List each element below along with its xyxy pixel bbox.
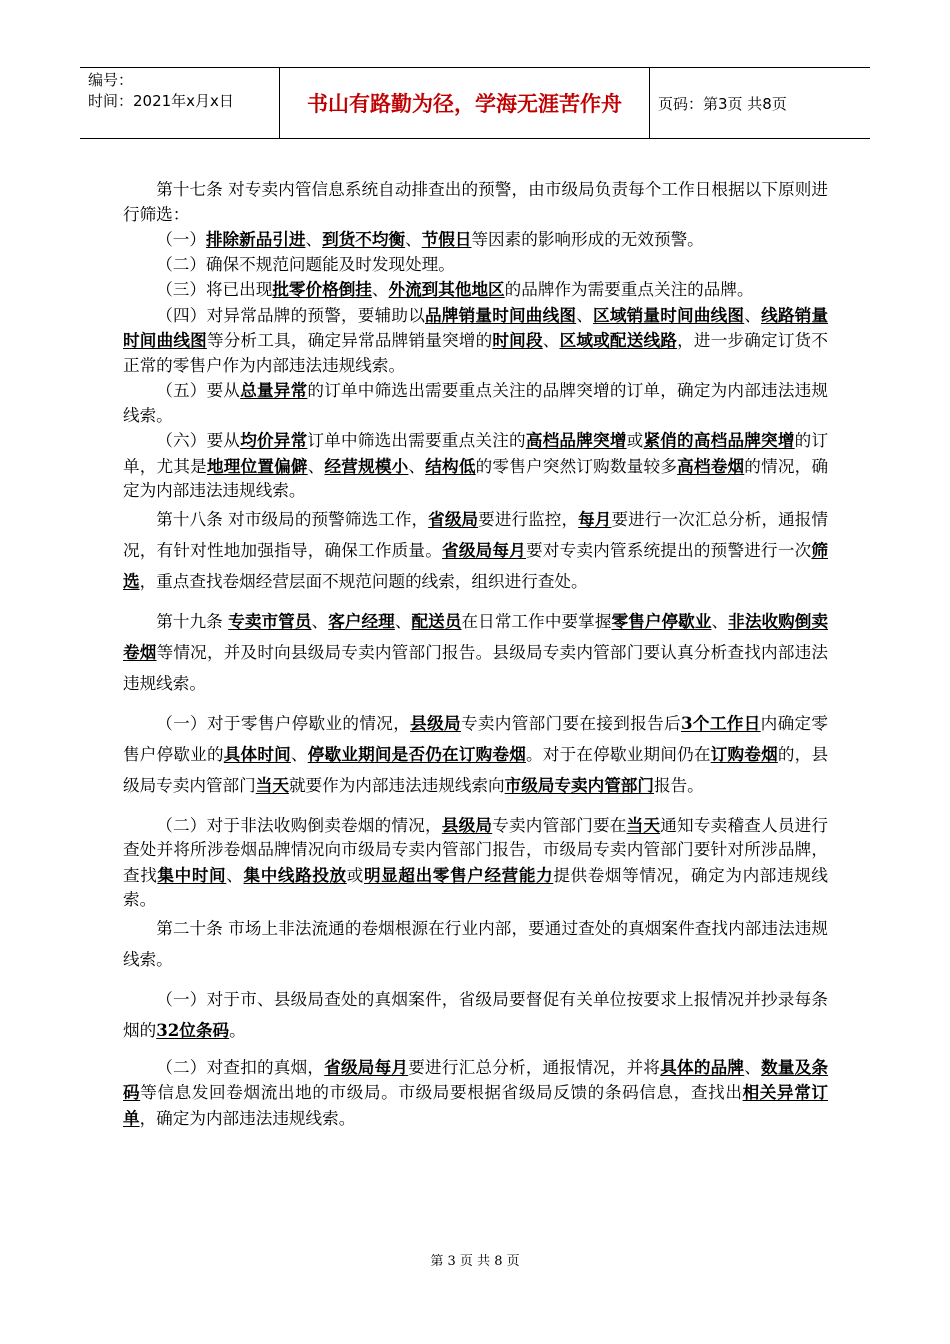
emphasized-term: 结构低 [425, 455, 476, 476]
text-run: （四）对异常品牌的预警，要辅助以 [156, 305, 425, 325]
text-run: （一）对于零售户停歇业的情况， [156, 713, 411, 733]
text-run: 的品牌作为需要重点关注的品牌。 [504, 280, 754, 299]
text-run: 的情况，确定为内部违法违规线索。 [123, 456, 829, 500]
emphasized-term: 到货不均衡 [322, 229, 406, 249]
paragraph-art17-2 [123, 253, 828, 278]
emphasized-term: 高档卷烟 [677, 455, 745, 476]
text-run: 在日常工作中要掌握 [461, 611, 612, 631]
paragraph-art17-3 [123, 277, 828, 303]
emphasized-term: 省级局每月 [442, 539, 526, 560]
text-run: 要对专卖内管系统提出的预警进行一次 [525, 540, 812, 560]
text-run: 、 [408, 456, 426, 476]
emphasized-term: 线路销量时间曲线图 [123, 304, 829, 350]
text-run: 要进行一次汇总分析，通报情况，有针对性地加强指导，确保工作质量。 [123, 509, 829, 560]
paragraph-art17-6 [123, 428, 828, 504]
emphasized-term: 具体的品牌 [660, 1056, 745, 1077]
text-run: 要进行监控， [478, 509, 579, 529]
text-run: 第二十条 市场上非法流通的卷烟根源在行业内部，要通过查处的真烟案件查找内部违法违规线索。 [123, 918, 828, 969]
text-run: 、 [405, 230, 422, 249]
emphasized-term: 排除新品引进 [205, 229, 306, 249]
text-run: 第十七条 对专卖内管信息系统自动排查出的预警，由市级局负责每个工作日根据以下原则进行筛选： [123, 180, 828, 224]
emphasized-term: 集中时间 [157, 864, 227, 885]
emphasized-term: 经营规模小 [324, 455, 409, 476]
text-run: 通知专卖稽查人员进行查处并将所涉卷烟品牌情况向市级局专卖内管部门报告，市级局专卖内管部门要针对所涉品牌，查找 [123, 815, 829, 885]
text-run: 等情况，并及时向县级局专卖内管部门报告。县级局专卖内管部门要认真分析查找内部违法违规线索。 [123, 642, 829, 693]
paragraph-art20-2 [123, 1055, 828, 1132]
text-run: 专卖内管部门要在 [492, 815, 627, 835]
emphasized-term: 32位条码 [156, 1019, 230, 1040]
page-header [80, 67, 870, 139]
text-run: 、 [711, 611, 729, 631]
emphasized-term: 明显超出零售户经营能力 [363, 864, 554, 885]
text-run: （五）要从 [156, 381, 241, 400]
text-run: 、 [290, 744, 308, 764]
header-meta [80, 68, 280, 138]
text-run: 专卖内管部门要在接到报告后 [460, 713, 682, 733]
text-run: 内确定零售户停歇业的 [123, 713, 829, 764]
text-run: ，进一步确定订货不正常的零售户作为内部违法违规线索。 [123, 331, 829, 375]
text-run: 的零售户突然订购数量较多 [475, 456, 678, 476]
emphasized-term: 批零价格倒挂 [272, 279, 372, 299]
header-page-label: 页码：第3页 共8页 [658, 94, 787, 113]
paragraph-art19-1 [123, 708, 828, 801]
emphasized-term: 省级局每月 [324, 1056, 409, 1077]
emphasized-term: 市级局专卖内管部门 [504, 774, 654, 795]
text-run: （二）对于非法收购倒卖卷烟的情况， [156, 815, 442, 835]
text-run: 、 [542, 331, 560, 350]
paragraph-art17-5 [123, 378, 828, 428]
text-run: 、 [307, 456, 325, 476]
emphasized-term: 省级局 [428, 508, 479, 529]
emphasized-term: 筛选 [123, 539, 829, 591]
text-run: 等因素的影响形成的无效预警。 [471, 230, 704, 249]
header-motto: 书山有路勤为径，学海无涯苦作舟 [280, 68, 650, 138]
emphasized-term: 具体时间 [223, 743, 291, 764]
paragraph-art20 [123, 913, 828, 975]
emphasized-term: 地理位置偏僻 [206, 455, 308, 476]
text-run: 等分析工具，确定异常品牌销量突增的 [206, 331, 493, 350]
text-run: 、 [226, 865, 244, 885]
emphasized-term: 均价异常 [240, 430, 308, 450]
paragraph-art17-4 [123, 303, 828, 379]
emphasized-term: 集中线路投放 [243, 864, 347, 885]
text-run: （二）确保不规范问题能及时发现处理。 [156, 254, 455, 274]
emphasized-term: 每月 [578, 508, 612, 529]
emphasized-term: 非法收购倒卖卷烟 [123, 610, 829, 662]
emphasized-term: 县级局 [441, 814, 493, 835]
text-run: 等信息发回卷烟流出地的市级局。市级局要根据省级局反馈的条码信息，查找出 [140, 1083, 743, 1102]
emphasized-term: 数量及条码 [123, 1056, 829, 1102]
text-run: （一） [156, 230, 206, 249]
text-run: 。对于在停歇业期间仍在 [526, 744, 711, 764]
text-run: 订单中筛选出需要重点关注的 [307, 431, 526, 450]
text-run: 、 [305, 230, 323, 249]
paragraph-art19-2 [123, 813, 828, 913]
emphasized-term: 县级局 [410, 712, 461, 733]
paragraph-art17-1 [123, 227, 828, 253]
emphasized-term: 时间段 [492, 330, 543, 350]
paragraph-art20-1 [123, 984, 828, 1046]
text-run: （一）对于市、县级局查处的真烟案件，省级局要督促有关单位按要求上报情况并抄录每条烟的 [123, 989, 828, 1040]
text-run: （二）对查扣的真烟， [156, 1057, 325, 1077]
text-run: 要进行汇总分析，通报情况，并将 [408, 1057, 661, 1077]
text-run: 。 [229, 1020, 246, 1040]
emphasized-term: 节假日 [421, 229, 472, 249]
emphasized-term: 区域或配送线路 [559, 330, 678, 350]
document-body [123, 178, 828, 1131]
text-run: 、 [744, 305, 762, 325]
emphasized-term: 外流到其他地区 [388, 279, 505, 299]
emphasized-term: 3个工作日 [681, 712, 761, 733]
text-run: 或 [626, 431, 644, 450]
text-run: 第十九条 [156, 611, 229, 631]
paragraph-art19 [123, 606, 828, 699]
emphasized-term: 配送员 [411, 610, 462, 631]
emphasized-term: 当天 [255, 774, 289, 795]
text-run: （三）将已出现 [156, 280, 273, 299]
text-run: 第十八条 对市级局的预警筛选工作， [156, 509, 429, 529]
page-footer: 第 3 页 共 8 页 [430, 1254, 520, 1269]
emphasized-term: 品牌销量时间曲线图 [425, 304, 577, 325]
emphasized-term: 零售户停歇业 [611, 610, 712, 631]
text-run: 、 [576, 305, 594, 325]
text-run: 的订单，尤其是 [123, 431, 829, 476]
emphasized-term: 专卖市管员 [228, 610, 312, 631]
text-run: 报告。 [654, 775, 704, 795]
text-run: 、 [744, 1057, 762, 1077]
emphasized-term: 客户经理 [328, 610, 395, 631]
text-run: 的订单中筛选出需要重点关注的品牌突增的订单，确定为内部违法违规线索。 [123, 381, 829, 425]
emphasized-term: 相关异常订单 [123, 1082, 829, 1128]
text-run: ，重点查找卷烟经营层面不规范问题的线索，组织进行查处。 [139, 571, 588, 591]
emphasized-term: 当天 [626, 814, 661, 835]
time-label: 时间：2021年x月x日 [88, 92, 234, 110]
emphasized-term: 高档品牌突增 [525, 430, 627, 450]
text-run: 或 [346, 865, 364, 885]
text-run: 、 [311, 611, 329, 631]
text-run: 的，县级局专卖内管部门 [123, 744, 829, 795]
emphasized-term: 区域销量时间曲线图 [593, 304, 745, 325]
text-run: 就要作为内部违法违规线索向 [288, 775, 505, 795]
emphasized-term: 总量异常 [240, 380, 308, 400]
code-label: 编号： [88, 71, 134, 89]
emphasized-term: 停歇业期间是否仍在订购卷烟 [307, 743, 526, 764]
emphasized-term: 紧俏的高档品牌突增 [643, 430, 795, 450]
text-run: 、 [371, 280, 389, 299]
paragraph-art17 [123, 178, 828, 227]
text-run: 提供卷烟等情况，确定为内部违规线索。 [123, 865, 829, 909]
paragraph-art18 [123, 504, 828, 597]
text-run: ，确定为内部违法违规线索。 [139, 1108, 356, 1128]
text-run: （六）要从 [156, 431, 241, 450]
emphasized-term: 订购卷烟 [710, 743, 778, 764]
text-run: 、 [394, 611, 412, 631]
